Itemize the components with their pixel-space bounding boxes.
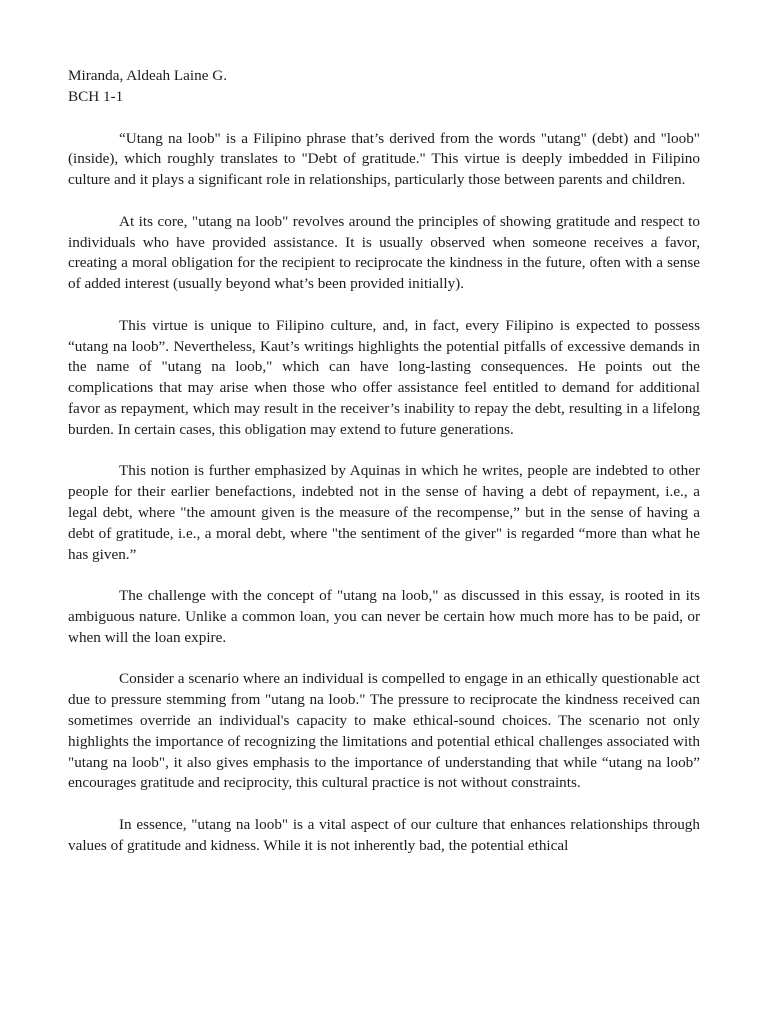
- author-header: [68, 66, 700, 108]
- document-page: [68, 66, 700, 856]
- paragraph-1: “Utang na loob" is a Filipino phrase that’s derived from the words "utang" (debt) and "loob" (inside), which roughly translates to "Debt of gratitude." This virtue is deeply imbedded in Filipino culture and it plays a significant role in relationships, particularly those between parents and children.: [68, 129, 700, 189]
- essay-body: [68, 129, 700, 857]
- author-name: Miranda, Aldeah Laine G.: [68, 67, 227, 84]
- paragraph-3: This virtue is unique to Filipino culture, and, in fact, every Filipino is expected to possess “utang na loob”. Nevertheless, Kaut’s writings highlights the potential pitfalls of excessive demands in the name of "utang na loob," which can have long-lasting consequences. He points out the complications that may arise when those who offer assistance feel entitled to demand for additional favor as repayment, which may result in the receiver’s inability to repay the debt, resulting in a lifelong burden. In certain cases, this obligation may extend to future generations.: [68, 316, 700, 438]
- class-section: BCH 1-1: [68, 87, 124, 105]
- paragraph-6: Consider a scenario where an individual is compelled to engage in an ethically questionable act due to pressure stemming from "utang na loob." The pressure to reciprocate the kindness received can sometimes override an individual's capacity to make ethical-sound choices. The scenario not only highlights the importance of recognizing the limitations and potential ethical challenges associated with "utang na loob", it also gives emphasis to the importance of understanding that while “utang na loob” encourages gratitude and reciprocity, this cultural practice is not without constraints.: [68, 670, 700, 792]
- paragraph-5: The challenge with the concept of "utang na loob," as discussed in this essay, is rooted in its ambiguous nature. Unlike a common loan, you can never be certain how much more has to be paid, or when will the loan expire.: [68, 587, 700, 646]
- paragraph-7: In essence, "utang na loob" is a vital aspect of our culture that enhances relationships through values of gratitude and kidness. While it is not inherently bad, the potential ethical: [68, 815, 700, 854]
- paragraph-2: At its core, "utang na loob" revolves around the principles of showing gratitude and respect to individuals who have provided assistance. It is usually observed when someone receives a favor, creating a moral obligation for the recipient to reciprocate the kindness in the future, often with a sense of added interest (usually beyond what’s been provided initially).: [68, 212, 700, 293]
- paragraph-4: This notion is further emphasized by Aquinas in which he writes, people are indebted to other people for their earlier benefactions, indebted not in the sense of having a debt of repayment, i.e., a legal debt, where "the amount given is the measure of the recompense,” but in the sense of having a debt of gratitude, i.e., a moral debt, where "the sentiment of the giver" is regarded “more than what he has given.”: [68, 462, 700, 563]
